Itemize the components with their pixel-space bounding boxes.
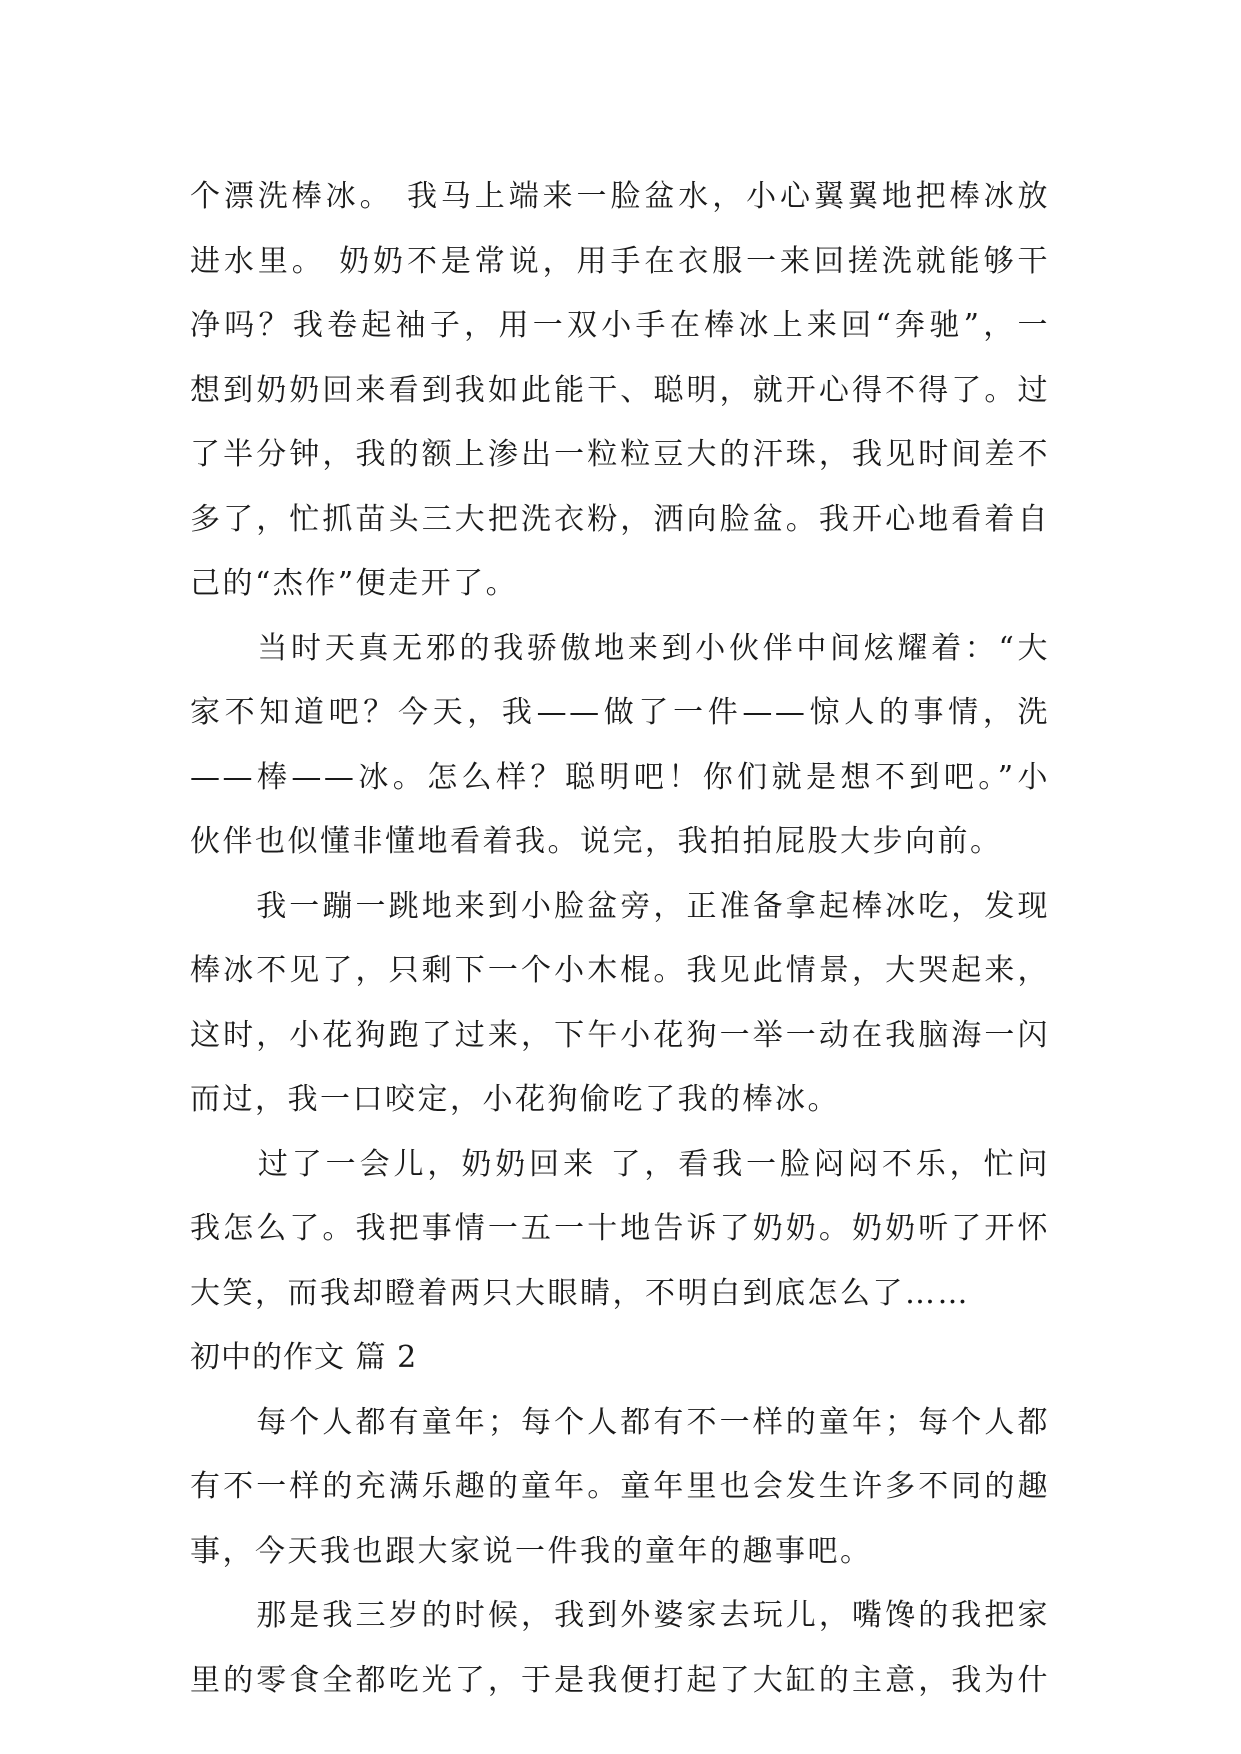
text-line: 我一蹦一跳地来到小脸盆旁，正准备拿起棒冰吃，发现 <box>190 888 1050 924</box>
text-line: 那是我三岁的时候，我到外婆家去玩儿，嘴馋的我把家 <box>190 1598 1050 1633</box>
text-line: 个漂洗棒冰。 我马上端来一脸盆水，小心翼翼地把棒冰放 <box>190 179 1050 214</box>
text-line: 有不一样的充满乐趣的童年。童年里也会发生许多不同的趣 <box>190 1469 1050 1504</box>
text-line: ——棒——冰。怎么样？聪明吧！你们就是想不到吧。”小 <box>190 759 1050 795</box>
text-line: 进水里。 奶奶不是常说，用手在衣服一来回搓洗就能够干 <box>190 243 1050 279</box>
text-line: 净吗？我卷起袖子，用一双小手在棒冰上来回“奔驰”，一 <box>190 308 1050 343</box>
text-line: 每个人都有童年；每个人都有不一样的童年；每个人都 <box>190 1404 1050 1440</box>
text-line: 了半分钟，我的额上渗出一粒粒豆大的汗珠，我见时间差不 <box>190 437 1050 472</box>
text-line: 想到奶奶回来看到我如此能干、聪明，就开心得不得了。过 <box>190 372 1050 408</box>
text-line: 己的“杰作”便走开了。 <box>190 566 519 601</box>
text-line: 家不知道吧？今天，我——做了一件——惊人的事情，洗 <box>190 695 1050 730</box>
text-line: 伙伴也似懂非懂地看着我。说完，我拍拍屁股大步向前。 <box>190 824 1003 859</box>
text-line: 多了，忙抓苗头三大把洗衣粉，洒向脸盆。我开心地看着自 <box>190 501 1050 537</box>
text-line: 这时，小花狗跑了过来，下午小花狗一举一动在我脑海一闪 <box>190 1017 1050 1053</box>
text-line: 当时天真无邪的我骄傲地来到小伙伴中间炫耀着：“大 <box>190 630 1050 666</box>
text-line: 而过，我一口咬定，小花狗偷吃了我的棒冰。 <box>190 1082 840 1117</box>
text-line: 我怎么了。我把事情一五一十地告诉了奶奶。奶奶听了开怀 <box>190 1211 1050 1246</box>
section-heading: 初中的作文 篇 2 <box>190 1340 418 1375</box>
text-line: 大笑，而我却瞪着两只大眼睛，不明白到底怎么了…… <box>190 1275 970 1311</box>
text-line: 事，今天我也跟大家说一件我的童年的趣事吧。 <box>190 1533 873 1569</box>
text-line: 棒冰不见了，只剩下一个小木棍。我见此情景，大哭起来， <box>190 953 1050 988</box>
text-line: 过了一会儿，奶奶回来 了，看我一脸闷闷不乐，忙问 <box>190 1146 1050 1182</box>
text-line: 里的零食全都吃光了，于是我便打起了大缸的主意，我为什 <box>190 1662 1050 1698</box>
essay-text <box>190 165 1050 1713</box>
